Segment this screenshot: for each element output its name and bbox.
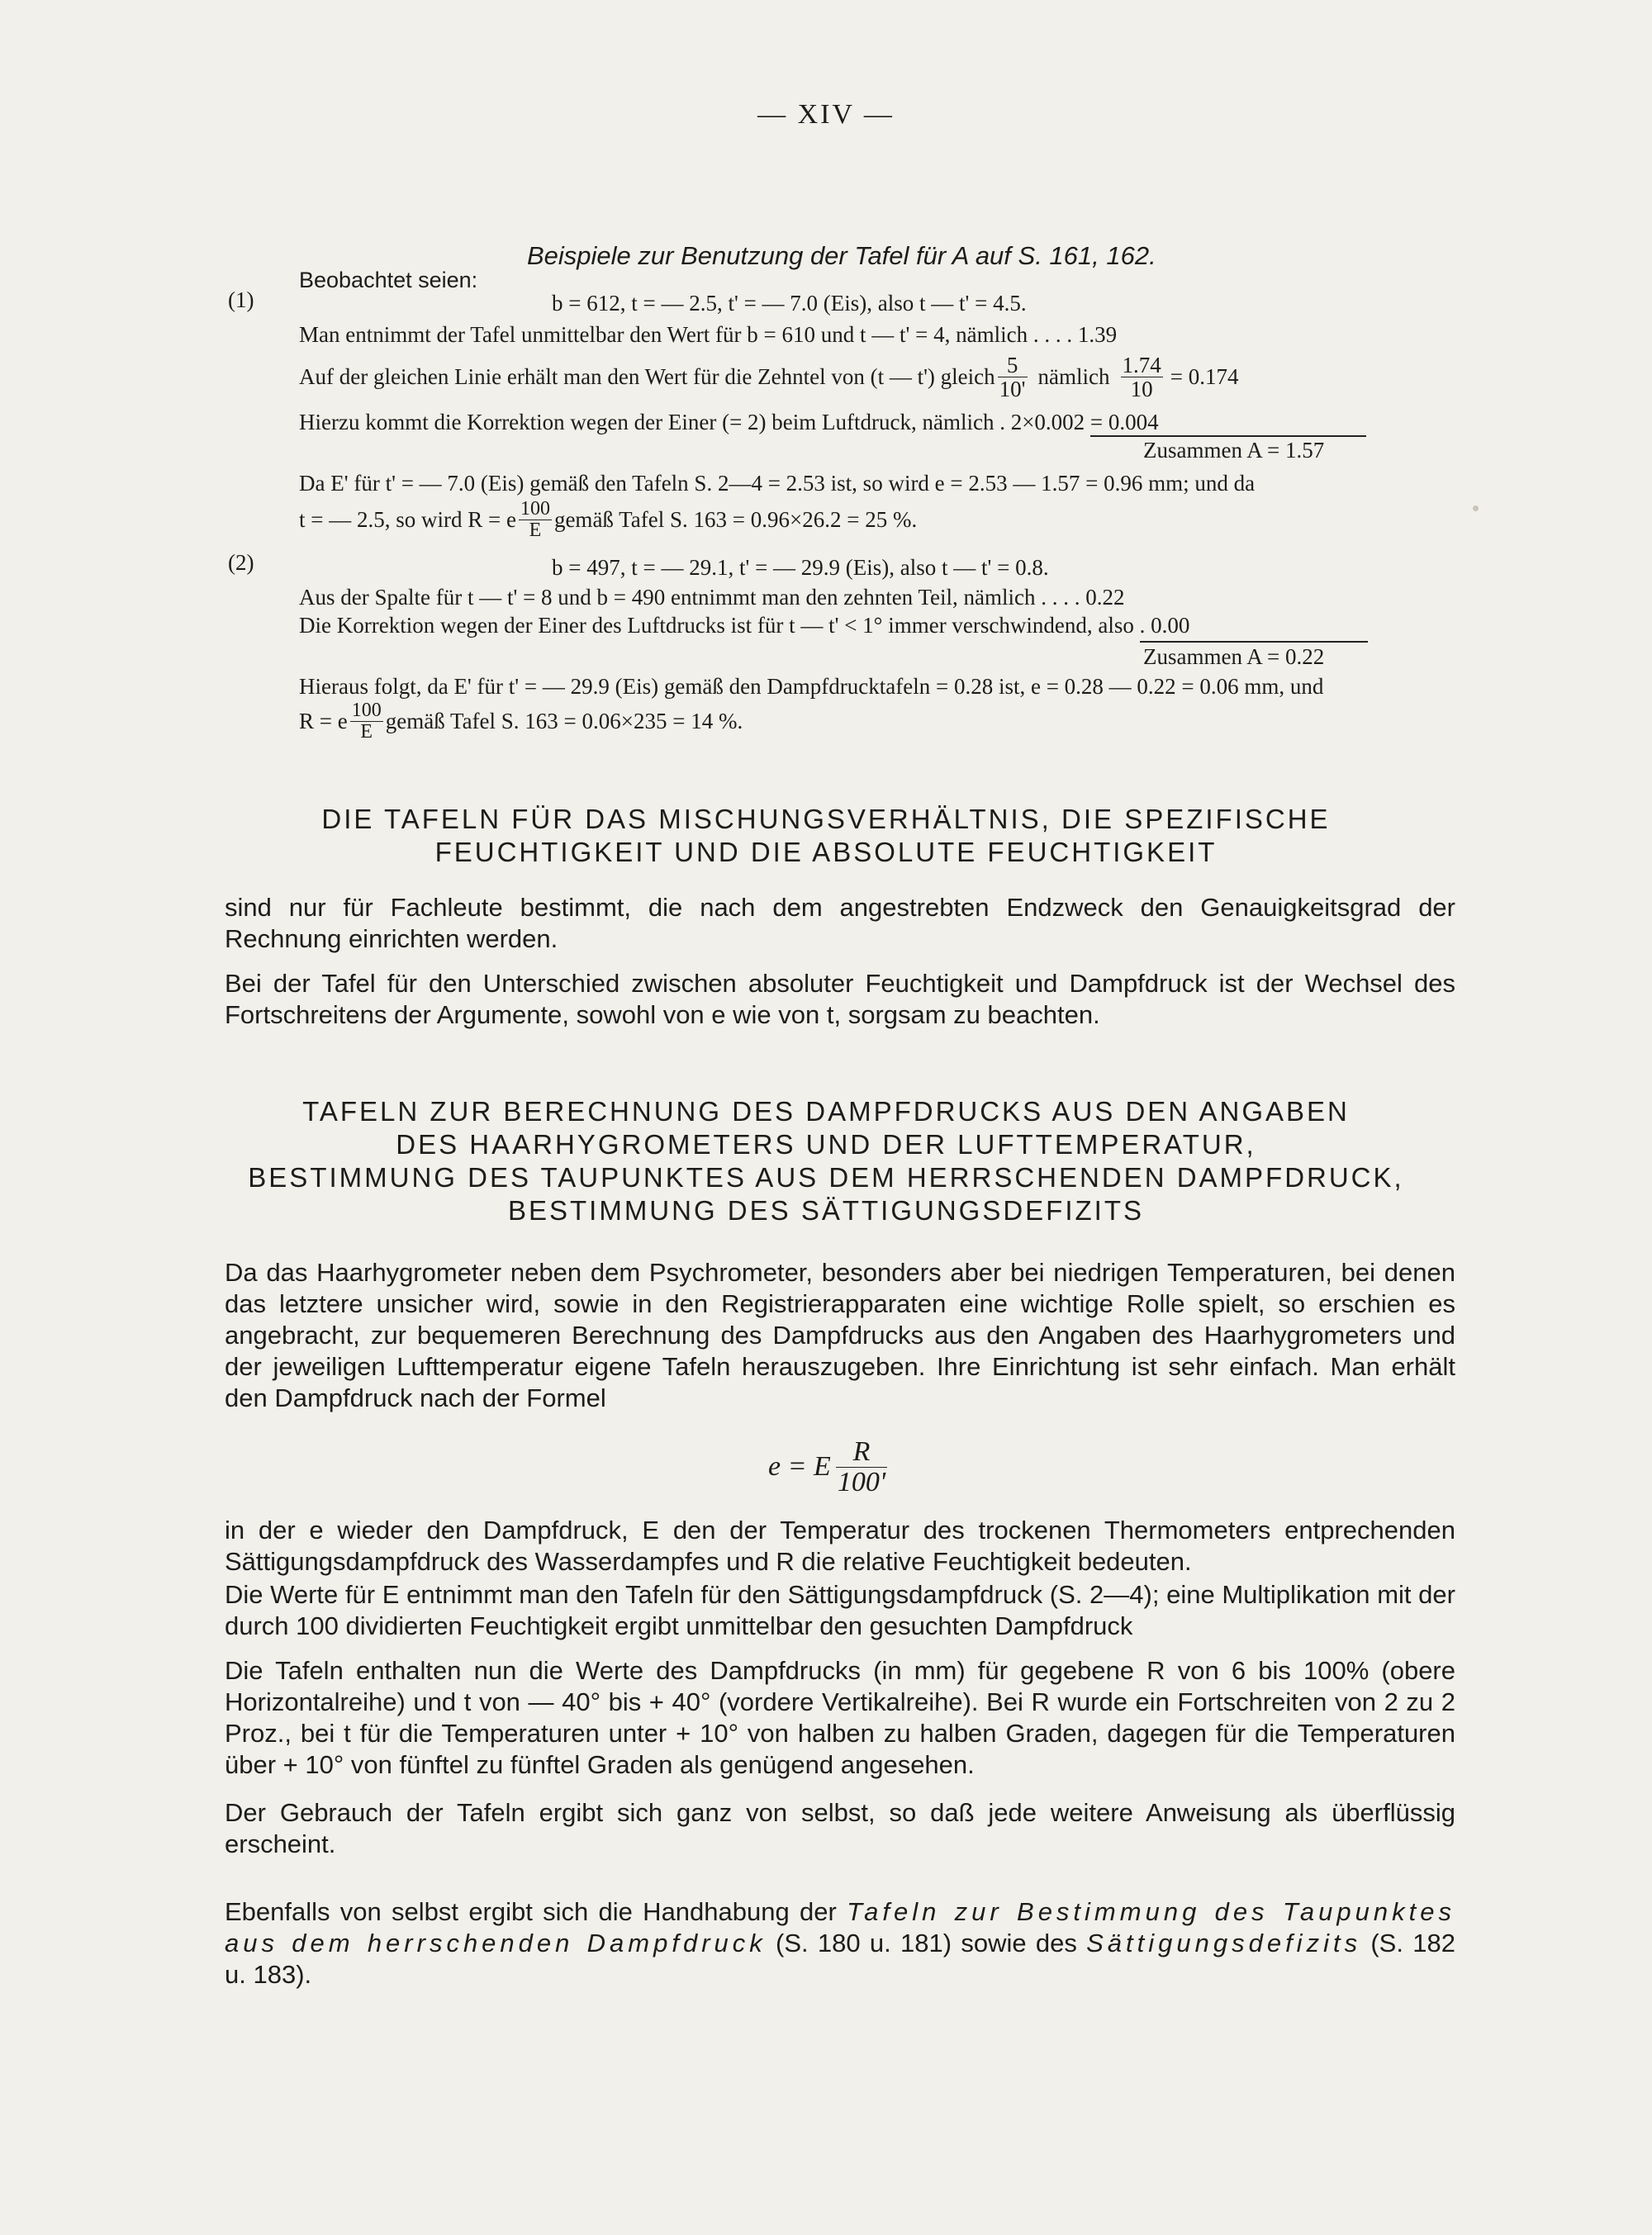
example-1-r-result: gemäß Tafel S. 163 = 0.96×26.2 = 25 %. [553,507,918,533]
examples-title: Beispiele zur Benutzung der Tafel für A auf S. 161, 162. [527,241,1156,270]
dampfdruck-formula [768,1437,890,1497]
paragraph-6-text-c: (S. 180 u. 181) sowie des [776,1929,1077,1957]
example-1-line-2-result: = 0.174 [1170,364,1239,390]
section-1-heading-line-2: FEUCHTIGKEIT UND DIE ABSOLUTE FEUCHTIGKEIT [434,837,1218,867]
fraction-numerator: R [836,1437,887,1468]
formula-lhs: e = E [768,1451,831,1483]
example-1-observation: b = 612, t = — 2.5, t' = — 7.0 (Eis), also t — t' = 4.5. [552,291,1027,316]
example-2-observation: b = 497, t = — 29.1, t' = — 29.9 (Eis), also t — t' = 0.8. [552,555,1049,580]
example-2-r-line [299,700,743,743]
example-1-line-1: Man entnimmt der Tafel unmittelbar den Wert für b = 610 und t — t' = 4, nämlich . . . . 1.39 [299,322,1118,347]
section-2-heading-line-4: BESTIMMUNG DES SÄTTIGUNGSDEFIZITS [507,1195,1145,1226]
section-2-paragraph-3: Die Werte für E entnimmt man den Tafeln für den Sättigungsdampfdruck (S. 2—4); eine Multiplikation mit der durch 100 dividierten Feuchtigkeit ergibt unmittelbar den gesuchten Dampfdruck [225,1580,1455,1640]
fraction-denominator: 10 [1130,377,1153,402]
paragraph-6-text-e: (S. 182 u. 183). [225,1929,1455,1989]
paragraph-6-text-a: Ebenfalls von selbst ergibt sich die Handhabung der [225,1897,837,1926]
example-1-line-3: Hierzu kommt die Korrektion wegen der Einer (= 2) beim Luftdruck, nämlich . 2×0.002 = 0.004 [299,410,1159,434]
example-2-r-text: R = e [299,709,348,734]
fraction-numerator: 1.74 [1122,353,1161,377]
example-1-r-line [299,499,917,541]
fraction-5-10 [998,354,1028,401]
sum-rule [1140,641,1368,643]
section-1-heading-line-1: DIE TAFELN FÜR DAS MISCHUNGSVERHÄLTNIS, DIE SPEZIFISCHE [321,804,1331,834]
emphasis-saettigungsdefizit: Sättigungsdefizits [1086,1929,1362,1957]
formula-fraction [836,1437,887,1497]
section-2-paragraph-4: Die Tafeln enthalten nun die Werte des Dampfdrucks (in mm) für gegebene R von 6 bis 100% (obere Horizontalreihe) und t von — 40° bis + 40° (vordere Vertikalreihe). Bei R wurde ein Fortschreiten von 2 zu 2 Proz., bei t für die Temperaturen unter + 10° von halben zu halben Graden, dagegen für die Temperaturen über + 10° von fünftel zu fünftel Graden als genügend angesehen. [225,1656,1455,1779]
section-2-paragraph-6 [225,1896,1455,1991]
fraction-100-e [519,499,552,541]
example-1-r-text: t = — 2.5, so wird R = e [299,507,516,533]
section-2-paragraph-1: Da das Haarhygrometer neben dem Psychrometer, besonders aber bei niedrigen Temperaturen, bei denen das letztere unsicher wird, sowie in den Registrierapparaten eine wichtige Rolle spielt, so erschien es angebracht, zur bequemeren Berechnung des Dampfdrucks aus den Angaben des Haarhygrometers und der jeweiligen Lufttemperatur eigene Tafeln herauszugeben. Ihre Einrichtung ist sehr einfach. Man erhält den Dampfdruck nach der Formel [225,1258,1455,1412]
example-1-da-line: Da E' für t' = — 7.0 (Eis) gemäß den Tafeln S. 2—4 = 2.53 ist, so wird e = 2.53 — 1.57 = 0.96 mm; und da [299,471,1256,496]
fraction-100-e [350,700,383,743]
examples-intro: Beobachtet seien: [299,268,478,292]
section-2-heading-line-2: DES HAARHYGROMETERS UND DER LUFTTEMPERATUR, [396,1129,1256,1160]
emphasis-taupunkt-tables: Tafeln zur Bestimmung des Taupunktes aus dem herrschenden Dampfdruck [225,1897,1455,1957]
section-2-paragraph-5: Der Gebrauch der Tafeln ergibt sich ganz von selbst, so daß jede weitere Anweisung als überflüssig erscheint. [225,1798,1455,1858]
section-1-paragraph-1: sind nur für Fachleute bestimmt, die nach dem angestrebten Endzweck den Genauigkeitsgrad der Rechnung einrichten werden. [225,893,1455,953]
fraction-numerator: 100 [520,498,550,520]
speck [1473,505,1479,511]
fraction-denominator: E [529,520,542,542]
fraction-174-10 [1121,354,1163,401]
example-2-hieraus-line: Hieraus folgt, da E' für t' = — 29.9 (Eis) gemäß den Dampfdrucktafeln = 0.28 ist, e = 0.28 — 0.22 = 0.06 mm, und [299,674,1324,699]
example-1-line-2-text: Auf der gleichen Linie erhält man den Wert für die Zehntel von (t — t') gleich [299,364,995,390]
example-2-line-2: Die Korrektion wegen der Einer des Luftdrucks ist für t — t' < 1° immer verschwindend, also . 0.00 [299,613,1190,638]
section-2-paragraph-2: in der e wieder den Dampfdruck, E den der Temperatur des trockenen Thermometers entprechenden Sättigungsdampfdruck des Wasserdampfes und R die relative Feuchtigkeit bedeuten. [225,1516,1455,1576]
example-2-r-result: gemäß Tafel S. 163 = 0.06×235 = 14 %. [385,709,743,734]
fraction-denominator: E [360,721,373,743]
example-1-label: (1) [228,287,254,312]
example-1-line-2 [299,354,1239,401]
fraction-denominator: 10' [999,377,1026,402]
example-2-line-1: Aus der Spalte für t — t' = 8 und b = 490 entnimmt man den zehnten Teil, nämlich . . . . 0.22 [299,585,1125,610]
example-2-sum: Zusammen A = 0.22 [1143,644,1325,669]
example-1-sum: Zusammen A = 1.57 [1143,438,1325,463]
section-1-paragraph-2: Bei der Tafel für den Unterschied zwischen absoluter Feuchtigkeit und Dampfdruck ist der Wechsel des Fortschreitens der Argumente, sowohl von e wie von t, sorgsam zu beachten. [225,969,1455,1029]
example-2-label: (2) [228,550,254,575]
fraction-numerator: 100 [351,700,382,721]
section-1-heading [124,803,1528,869]
section-2-heading-line-3: BESTIMMUNG DES TAUPUNKTES AUS DEM HERRSCHENDEN DAMPFDRUCK, [248,1162,1404,1193]
fraction-denominator: 100' [837,1466,886,1497]
example-1-line-2-naemlich: nämlich [1037,364,1110,390]
section-2-heading [124,1095,1528,1227]
page-number: — XIV — [757,99,895,130]
fraction-numerator: 5 [998,354,1028,377]
section-2-heading-line-1: TAFELN ZUR BERECHNUNG DES DAMPFDRUCKS AUS DEN ANGABEN [302,1096,1350,1127]
sum-rule [1090,435,1366,437]
